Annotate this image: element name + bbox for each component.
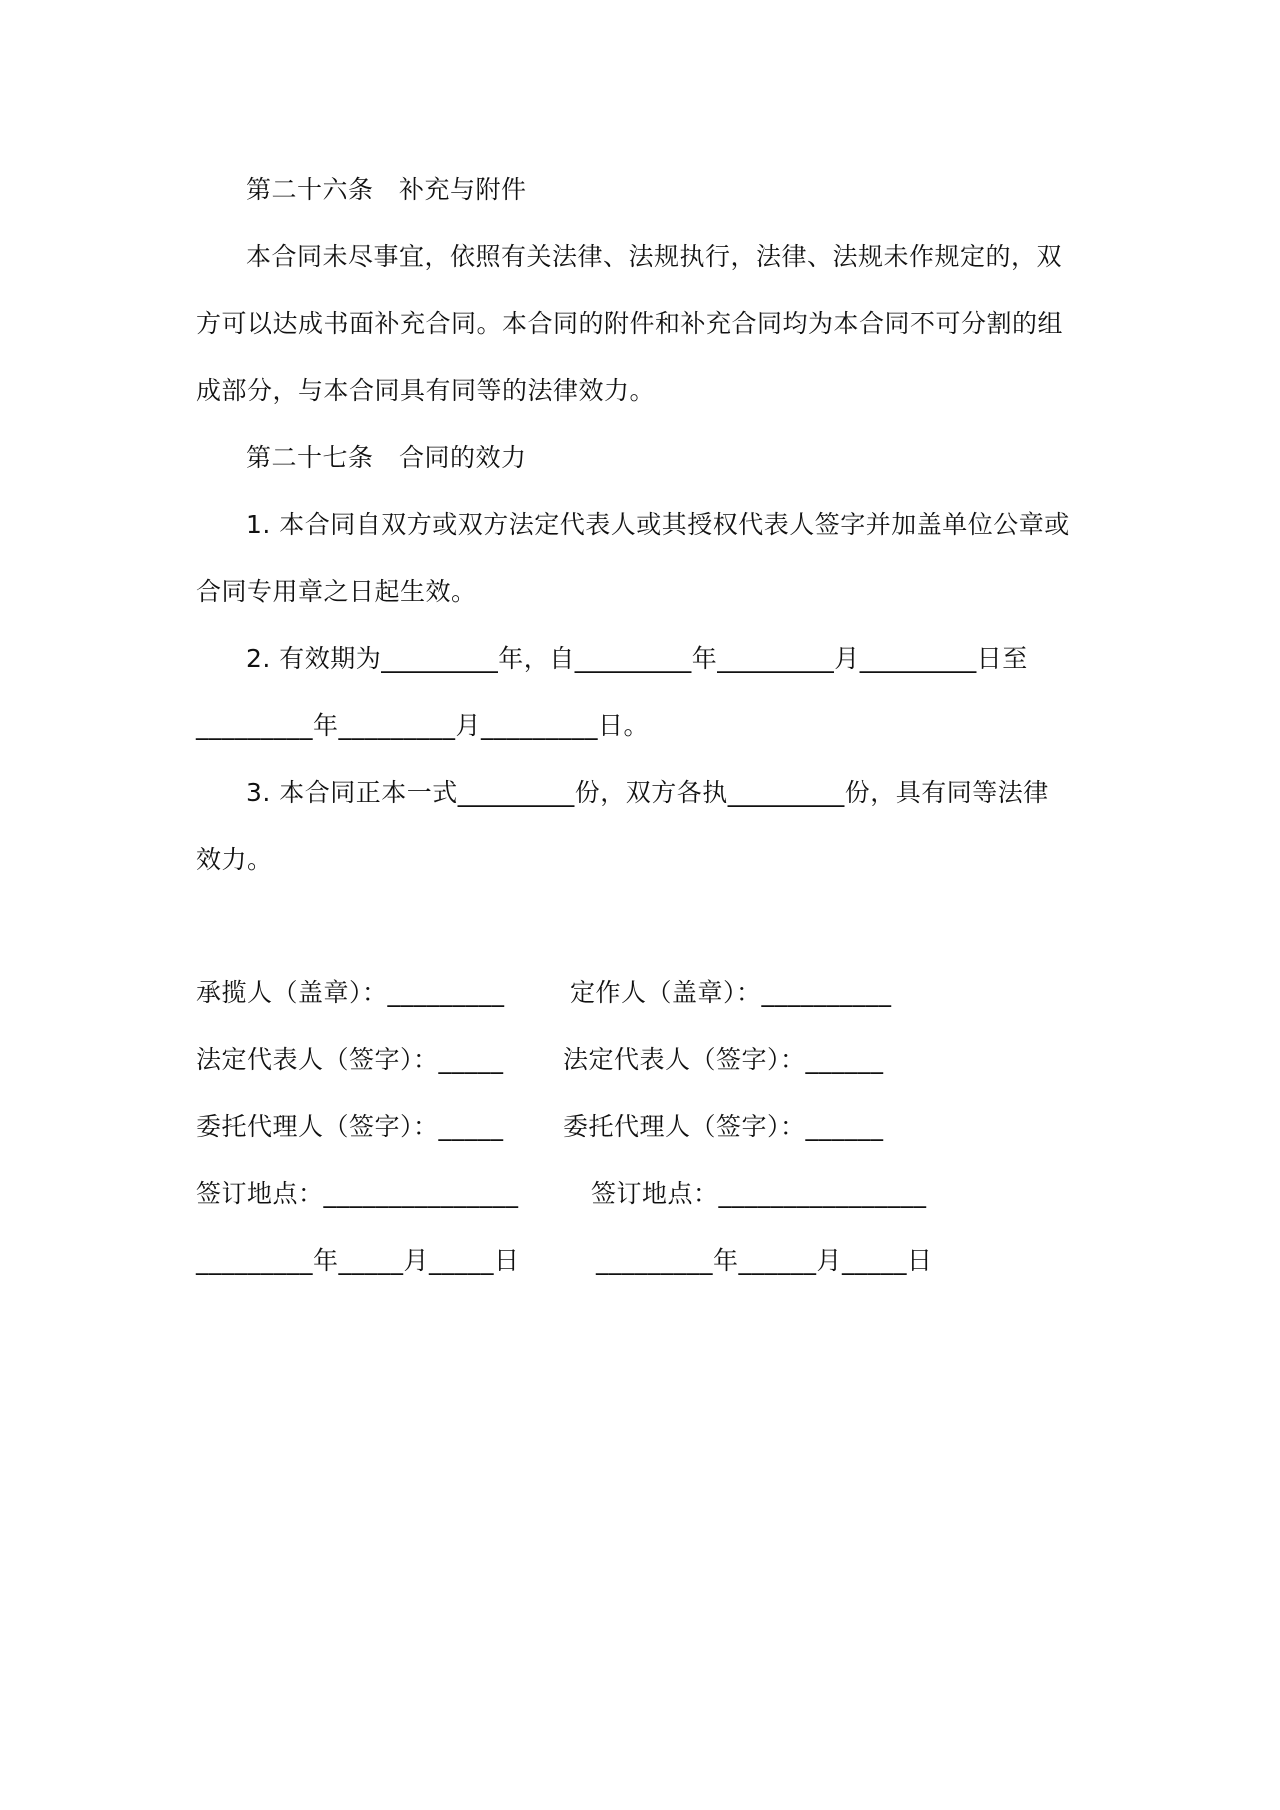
client-date-field: _________年______月_____日 bbox=[596, 1246, 933, 1275]
client-legal-rep-field: 法定代表人（签字）：______ bbox=[563, 1045, 884, 1074]
contractor-signing-place-field: 签订地点：_______________ bbox=[196, 1179, 519, 1208]
article-26-paragraph-line-1: 本合同未尽事宜，依照有关法律、法规执行，法律、法规未作规定的，双 bbox=[246, 242, 1063, 271]
client-seal-field: 定作人（盖章）：__________ bbox=[570, 978, 892, 1007]
article-26-heading: 第二十六条 补充与附件 bbox=[246, 175, 527, 204]
client-signing-place-field: 签订地点：________________ bbox=[591, 1179, 927, 1208]
contractor-legal-rep-field: 法定代表人（签字）：_____ bbox=[196, 1045, 504, 1074]
article-27-item-2-line-1: 2. 有效期为_________年，自_________年_________月_________日至 bbox=[246, 644, 1028, 673]
contractor-seal-field: 承揽人（盖章）：_________ bbox=[196, 978, 505, 1007]
article-26-paragraph-line-3: 成部分，与本合同具有同等的法律效力。 bbox=[196, 376, 656, 405]
contractor-agent-field: 委托代理人（签字）：_____ bbox=[196, 1112, 504, 1141]
article-27-item-1-line-2: 合同专用章之日起生效。 bbox=[196, 577, 477, 606]
article-26-paragraph-line-2: 方可以达成书面补充合同。本合同的附件和补充合同均为本合同不可分割的组 bbox=[196, 309, 1064, 338]
contractor-date-field: _________年_____月_____日 bbox=[196, 1246, 520, 1275]
article-27-heading: 第二十七条 合同的效力 bbox=[246, 443, 527, 472]
article-27-item-2-line-2: _________年_________月_________日。 bbox=[196, 711, 650, 740]
article-27-item-3-line-1: 3. 本合同正本一式_________份，双方各执_________份，具有同等法律 bbox=[246, 778, 1049, 807]
client-agent-field: 委托代理人（签字）：______ bbox=[563, 1112, 884, 1141]
article-27-item-3-line-2: 效力。 bbox=[196, 845, 273, 874]
article-27-item-1-line-1: 1. 本合同自双方或双方法定代表人或其授权代表人签字并加盖单位公章或 bbox=[246, 510, 1070, 539]
